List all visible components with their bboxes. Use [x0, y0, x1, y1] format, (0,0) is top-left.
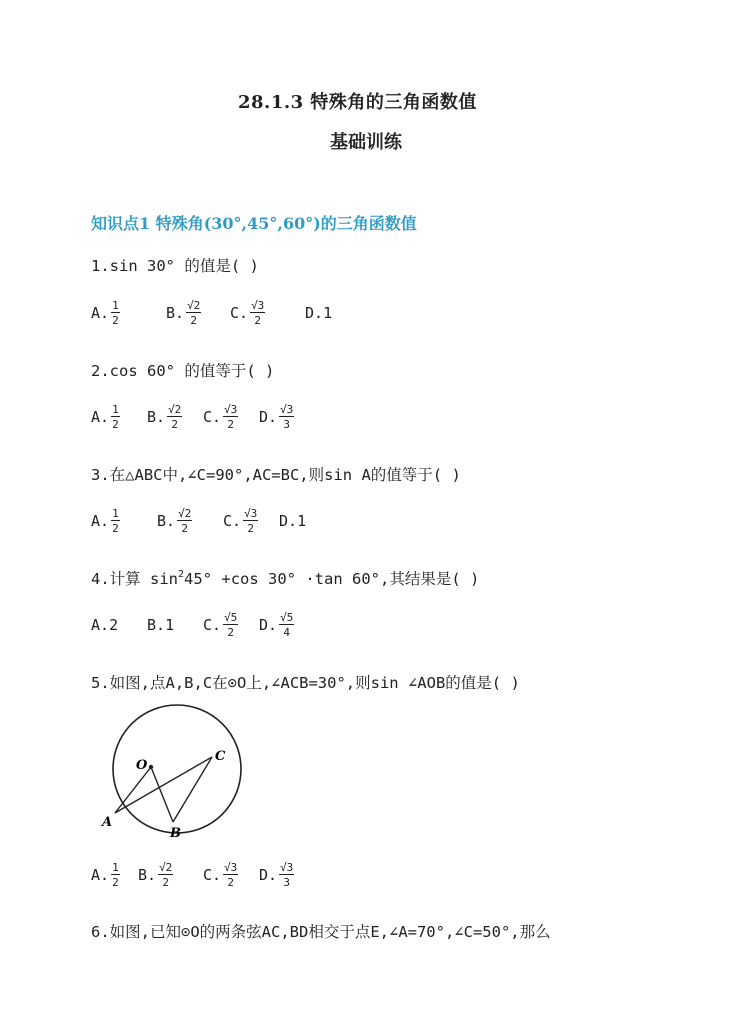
option-b — [138, 862, 203, 888]
question-3-options — [91, 508, 306, 534]
page-subtitle: 基础训练 — [330, 132, 402, 153]
option-c — [230, 300, 305, 326]
option-letter: D. — [305, 304, 324, 322]
denominator: 2 — [247, 522, 254, 535]
option-c — [203, 862, 259, 888]
option-d — [305, 304, 332, 322]
option-letter: C. — [203, 408, 222, 426]
question-4-stem-part-1: 4.计算 sin — [91, 570, 178, 588]
fraction — [111, 862, 120, 888]
option-letter: B. — [147, 408, 166, 426]
denominator: 2 — [227, 418, 234, 431]
numerator: √3 — [244, 507, 258, 520]
question-2-options — [91, 404, 294, 430]
denominator: 2 — [171, 418, 178, 431]
option-letter: C. — [230, 304, 249, 322]
fraction — [167, 404, 182, 430]
denominator: 2 — [190, 314, 197, 327]
section-heading: 知识点1 特殊角(30°,45°,60°)的三角函数值 — [91, 214, 417, 233]
option-c — [203, 404, 259, 430]
option-d — [259, 612, 294, 638]
option-letter: D. — [259, 408, 278, 426]
option-letter: B. — [157, 512, 176, 530]
fraction — [243, 508, 258, 534]
denominator: 2 — [227, 626, 234, 639]
segment-bc — [173, 757, 212, 822]
numerator: √3 — [280, 403, 294, 416]
option-letter: B. — [138, 866, 157, 884]
segment-ob — [151, 767, 173, 822]
option-letter: B. — [166, 304, 185, 322]
question-5-options — [91, 862, 294, 888]
numerator: √5 — [224, 611, 238, 624]
option-b — [157, 508, 223, 534]
label-c: C — [215, 749, 226, 764]
denominator: 2 — [112, 522, 119, 535]
question-4-stem-part-2: 45° +cos 30° ·tan 60°,其结果是( ) — [184, 570, 480, 588]
numerator: √2 — [178, 507, 192, 520]
numerator: √3 — [251, 299, 265, 312]
option-value: 1 — [323, 304, 333, 322]
fraction — [111, 300, 120, 326]
label-a: A — [102, 815, 113, 830]
numerator: 1 — [112, 507, 119, 520]
numerator: 1 — [112, 299, 119, 312]
question-3-stem: 3.在△ABC中,∠C=90°,AC=BC,则sin A的值等于( ) — [91, 466, 461, 484]
fraction — [279, 862, 294, 888]
numerator: √2 — [187, 299, 201, 312]
numerator: √5 — [280, 611, 294, 624]
circle-o — [113, 705, 241, 833]
option-letter: C. — [203, 616, 222, 634]
question-4-options — [91, 612, 294, 638]
option-a — [91, 508, 157, 534]
option-letter: A. — [91, 512, 110, 530]
option-letter: C. — [223, 512, 242, 530]
question-1-stem: 1.sin 30° 的值是( ) — [91, 257, 259, 275]
question-2-stem: 2.cos 60° 的值等于( ) — [91, 362, 275, 380]
option-value: 1 — [165, 616, 175, 634]
numerator: √3 — [224, 861, 238, 874]
option-b — [147, 404, 203, 430]
option-letter: A. — [91, 616, 110, 634]
option-letter: D. — [259, 866, 278, 884]
fraction — [223, 612, 238, 638]
denominator: 3 — [283, 418, 290, 431]
denominator: 2 — [254, 314, 261, 327]
denominator: 4 — [283, 626, 290, 639]
option-a — [91, 300, 166, 326]
denominator: 2 — [181, 522, 188, 535]
option-letter: D. — [279, 512, 298, 530]
fraction — [250, 300, 265, 326]
fraction — [279, 612, 294, 638]
option-a — [91, 404, 147, 430]
denominator: 3 — [283, 876, 290, 889]
fraction — [223, 862, 238, 888]
fraction — [177, 508, 192, 534]
question-1-options — [91, 300, 332, 326]
fraction — [111, 508, 120, 534]
option-letter: D. — [259, 616, 278, 634]
denominator: 2 — [227, 876, 234, 889]
option-letter: B. — [147, 616, 166, 634]
numerator: √3 — [280, 861, 294, 874]
option-a — [91, 862, 138, 888]
denominator: 2 — [112, 314, 119, 327]
numerator: 1 — [112, 861, 119, 874]
fraction — [223, 404, 238, 430]
option-b — [147, 616, 203, 634]
superscript: 2 — [178, 569, 185, 580]
label-o: O — [136, 758, 148, 773]
option-a — [91, 616, 147, 634]
fraction — [279, 404, 294, 430]
option-letter: A. — [91, 866, 110, 884]
numerator: √2 — [159, 861, 173, 874]
fraction — [111, 404, 120, 430]
fraction — [186, 300, 201, 326]
label-b: B — [170, 826, 181, 841]
fraction — [158, 862, 173, 888]
option-d — [259, 862, 294, 888]
option-b — [166, 300, 230, 326]
question-4-stem — [91, 567, 479, 589]
option-letter: C. — [203, 866, 222, 884]
numerator: 1 — [112, 403, 119, 416]
segment-oa — [115, 767, 151, 813]
option-d — [279, 512, 306, 530]
segment-ac — [115, 757, 212, 813]
denominator: 2 — [112, 418, 119, 431]
option-c — [203, 612, 259, 638]
option-value: 2 — [109, 616, 119, 634]
question-5-stem: 5.如图,点A,B,C在⊙O上,∠ACB=30°,则sin ∠AOB的值是( ) — [91, 674, 520, 692]
option-d — [259, 404, 294, 430]
circle-figure — [85, 700, 245, 850]
denominator: 2 — [112, 876, 119, 889]
numerator: √3 — [224, 403, 238, 416]
option-value: 1 — [297, 512, 307, 530]
numerator: √2 — [168, 403, 182, 416]
page-title: 28.1.3 特殊角的三角函数值 — [238, 92, 477, 113]
option-c — [223, 508, 279, 534]
option-letter: A. — [91, 304, 110, 322]
denominator: 2 — [162, 876, 169, 889]
center-point — [149, 765, 153, 769]
option-letter: A. — [91, 408, 110, 426]
question-6-stem: 6.如图,已知⊙O的两条弦AC,BD相交于点E,∠A=70°,∠C=50°,那么 — [91, 923, 551, 941]
